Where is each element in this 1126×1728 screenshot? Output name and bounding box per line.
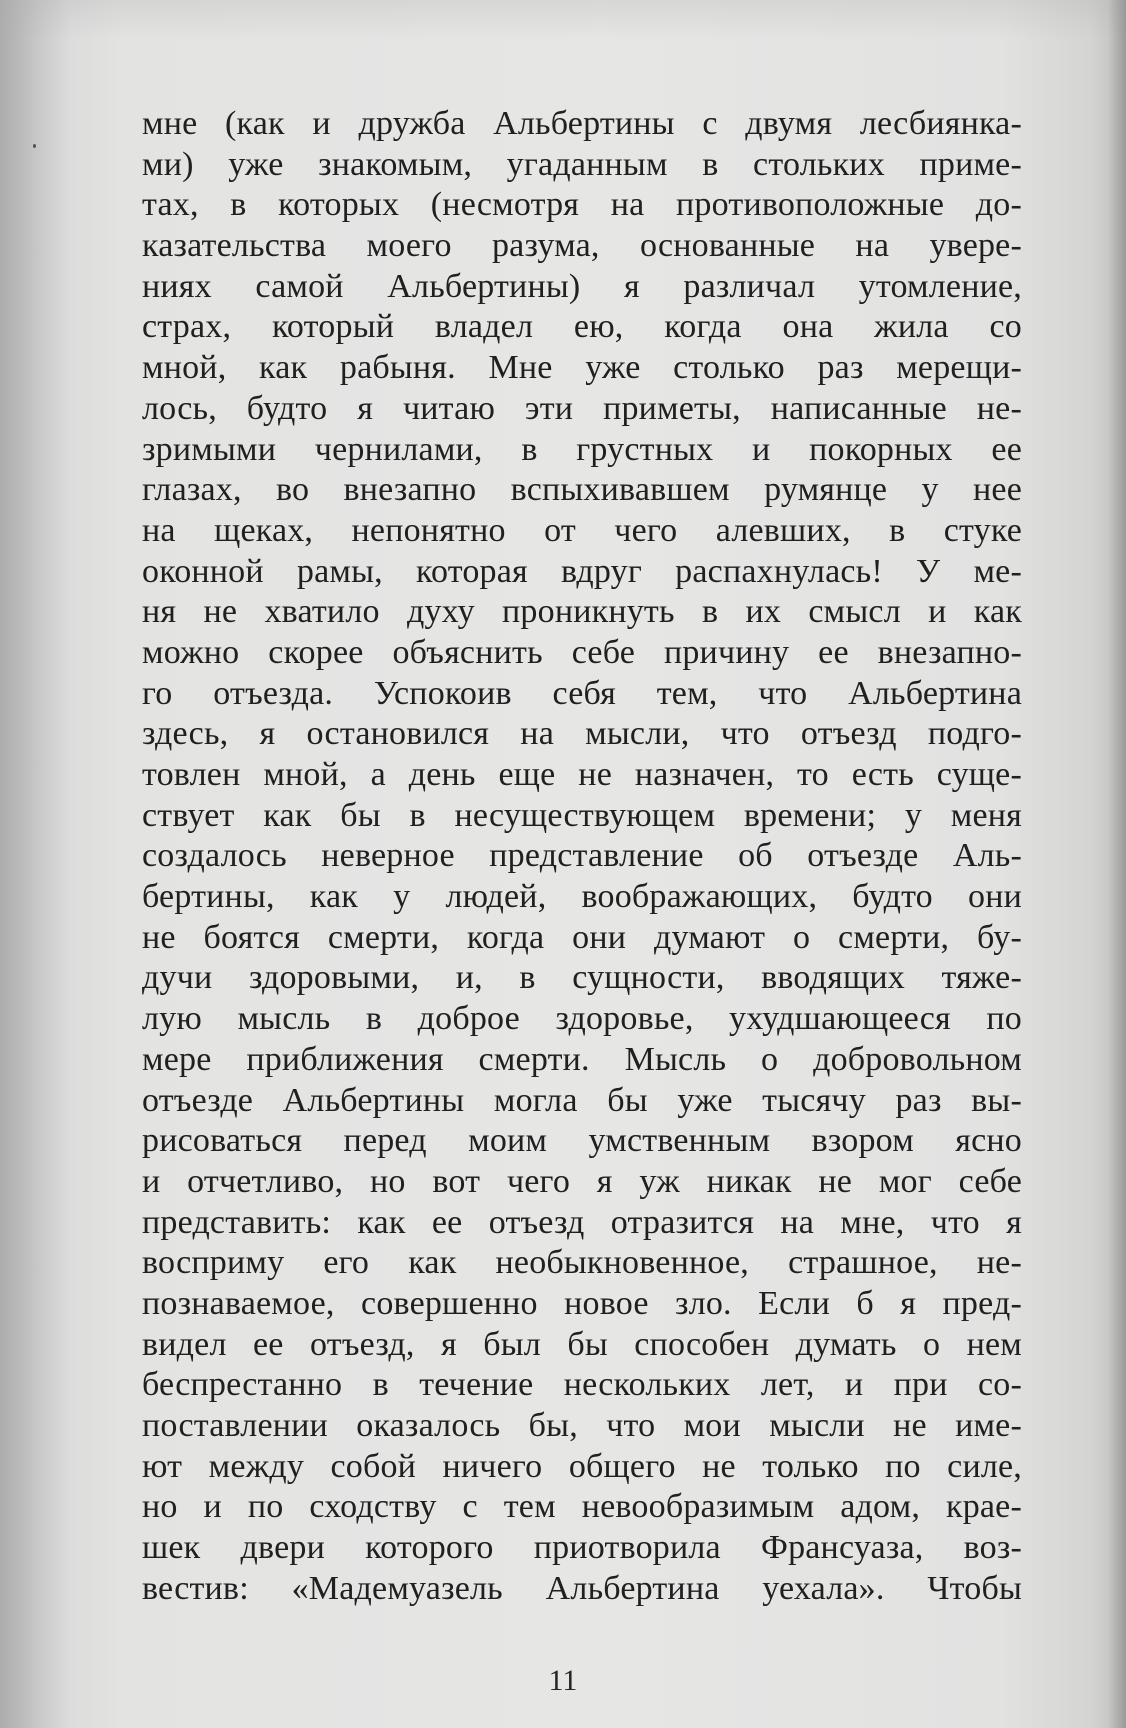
text-line: но и по сходству с тем невообразимым адом, крае- <box>142 1488 1022 1526</box>
text-line: мной, как рабыня. Мне уже столько раз мерещи- <box>142 349 1022 387</box>
page-number: 11 <box>548 1664 578 1697</box>
text-line: казательства моего разума, основанные на увере- <box>142 227 1022 265</box>
text-line: познаваемое, совершенно новое зло. Если б я пред- <box>142 1284 1022 1322</box>
page-edge-shadow <box>1108 0 1126 1728</box>
text-line: на щеках, непонятно от чего алевших, в стуке <box>142 511 1022 549</box>
text-line: восприму его как необыкновенное, страшное, не- <box>142 1244 1022 1282</box>
text-line: и отчетливо, но вот чего я уж никак не мог себе <box>142 1162 1022 1200</box>
body-text <box>142 104 1022 1609</box>
text-line: представить: как ее отъезд отразится на мне, что я <box>142 1203 1022 1241</box>
text-line: ми) уже знакомым, угаданным в стольких приме- <box>142 145 1022 183</box>
text-line: не боятся смерти, когда они думают о смерти, бу- <box>142 918 1022 956</box>
text-line: ниях самой Альбертины) я различал утомление, <box>142 267 1022 305</box>
text-line: страх, который владел ею, когда она жила со <box>142 308 1022 346</box>
text-line: мере приближения смерти. Мысль о добровольном <box>142 1040 1022 1078</box>
text-line: бертины, как у людей, воображающих, будто они <box>142 878 1022 916</box>
text-line: видел ее отъезд, я был бы способен думать о нем <box>142 1325 1022 1363</box>
text-line: поставлении оказалось бы, что мои мысли не име- <box>142 1407 1022 1444</box>
text-line: рисоваться перед моим умственным взором ясно <box>142 1122 1022 1160</box>
text-line: лую мысль в доброе здоровье, ухудшающееся по <box>142 1000 1022 1038</box>
text-line: вестив: «Мадемуазель Альбертина уехала». Чтобы <box>142 1569 1022 1607</box>
text-line: мне (как и дружба Альбертины с двумя лесбиянка- <box>142 105 1022 142</box>
text-line: шек двери которого приотворила Франсуаза, воз- <box>142 1529 1022 1567</box>
text-line: тах, в которых (несмотря на противоположные до- <box>142 186 1022 224</box>
text-line: можно скорее объяснить себе причину ее внезапно- <box>142 633 1022 671</box>
text-line: беспрестанно в течение нескольких лет, и при со- <box>142 1366 1022 1404</box>
text-line: здесь, я остановился на мысли, что отъезд подго- <box>142 715 1022 753</box>
top-shadow <box>0 0 1126 40</box>
book-gutter-shadow <box>0 0 70 1728</box>
text-line: дучи здоровыми, и, в сущности, вводящих тяже- <box>142 959 1022 997</box>
text-line: го отъезда. Успокоив себя тем, что Альбертина <box>142 674 1022 712</box>
text-line: создалось неверное представление об отъезде Аль- <box>142 837 1022 875</box>
text-line: товлен мной, а день еще не назначен, то есть суще- <box>142 756 1022 793</box>
text-line: оконной рамы, которая вдруг распахнулась! У ме- <box>142 552 1022 590</box>
text-line: ствует как бы в несуществующем времени; у меня <box>142 796 1022 834</box>
text-line: зримыми чернилами, в грустных и покорных ее <box>142 430 1022 468</box>
text-line: лось, будто я читаю эти приметы, написанные не- <box>142 389 1022 427</box>
text-line: ют между собой ничего общего не только по силе, <box>142 1447 1022 1485</box>
text-line: ня не хватило духу проникнуть в их смысл и как <box>142 593 1022 631</box>
text-line: отъезде Альбертины могла бы уже тысячу раз вы- <box>142 1081 1022 1119</box>
text-line: глазах, во внезапно вспыхивавшем румянце у нее <box>142 471 1022 509</box>
paper-speck <box>33 144 36 148</box>
